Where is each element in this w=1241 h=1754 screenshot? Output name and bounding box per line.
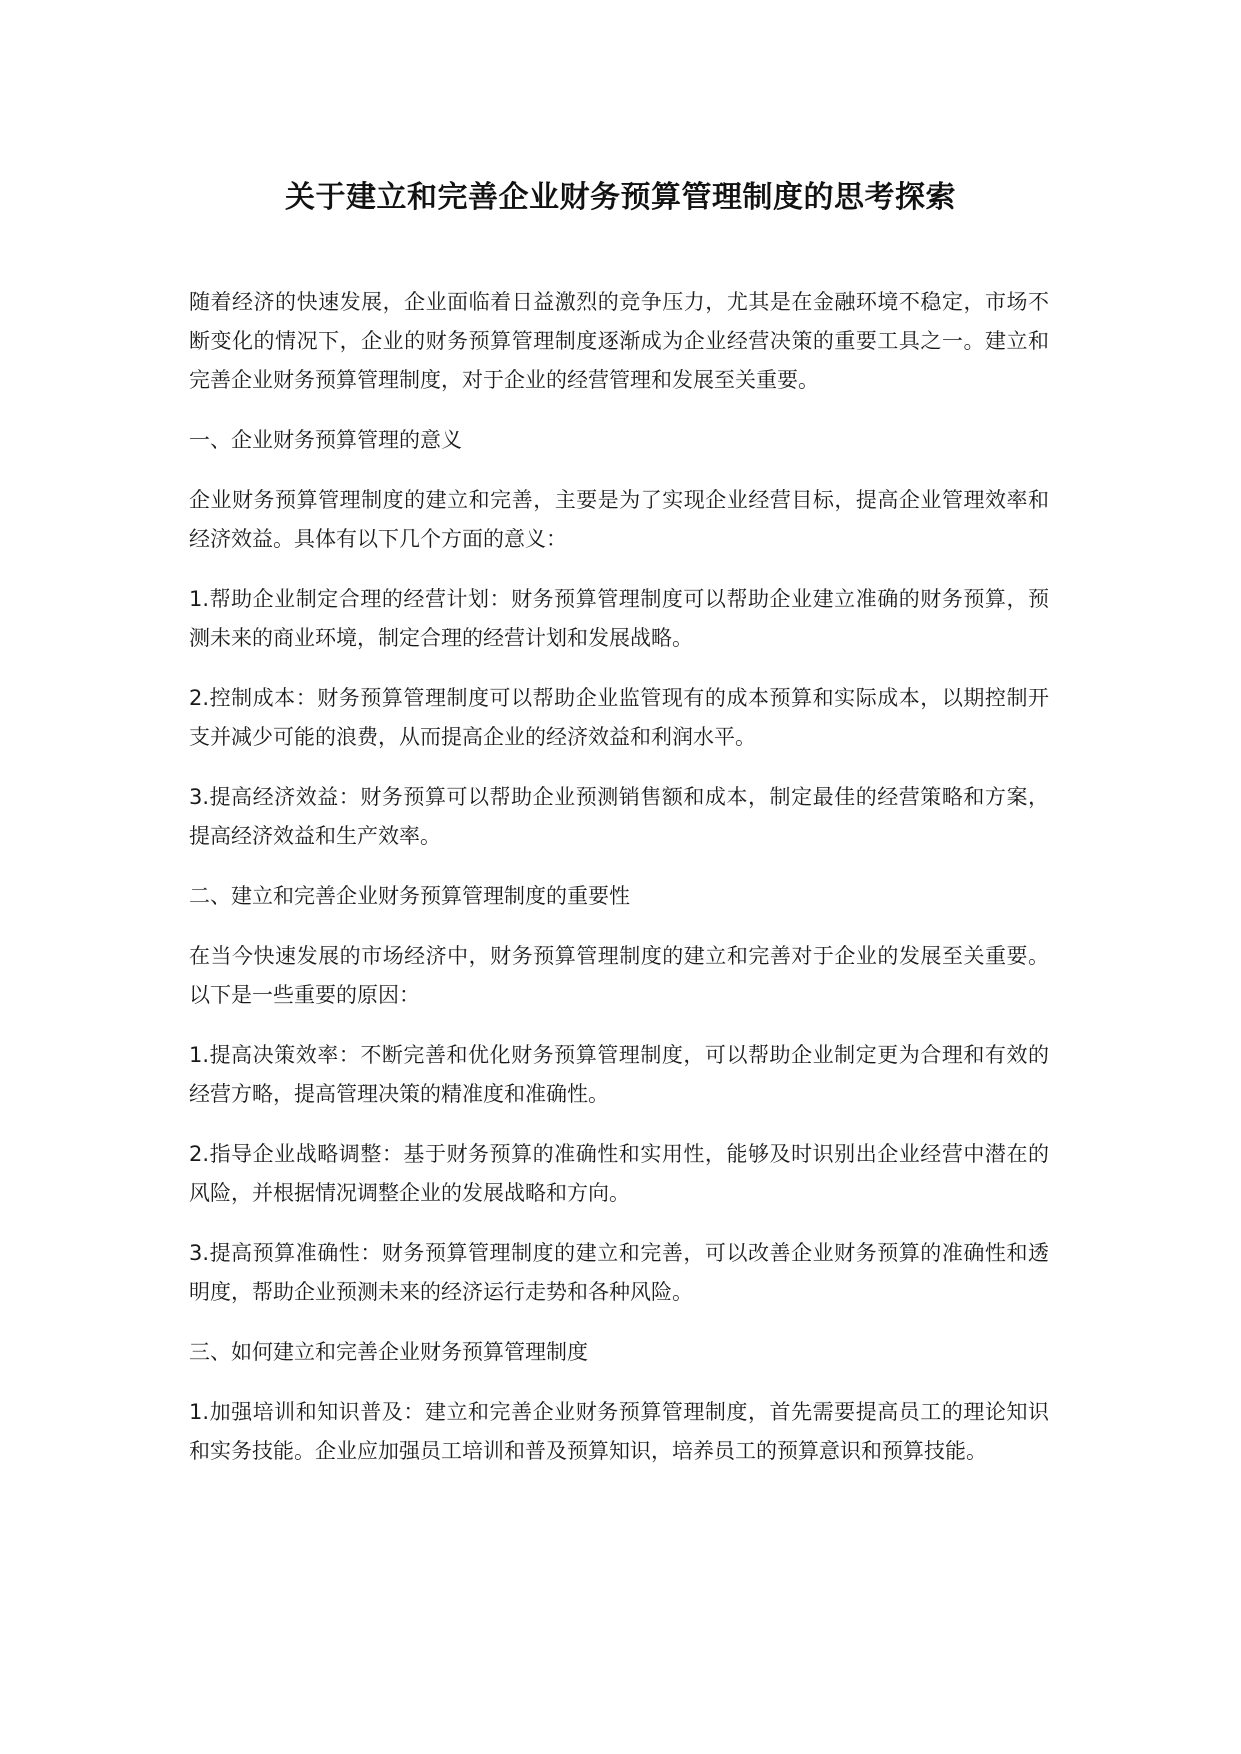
section-2-item-2: 2.指导企业战略调整：基于财务预算的准确性和实用性，能够及时识别出企业经营中潜在的风险，并根据情况调整企业的发展战略和方向。 (189, 1142, 1049, 1205)
section-1-item-2: 2.控制成本：财务预算管理制度可以帮助企业监管现有的成本预算和实际成本，以期控制开支并减少可能的浪费，从而提高企业的经济效益和利润水平。 (189, 686, 1049, 749)
section-3-item-1: 1.加强培训和知识普及：建立和完善企业财务预算管理制度，首先需要提高员工的理论知识和实务技能。企业应加强员工培训和普及预算知识，培养员工的预算意识和预算技能。 (189, 1400, 1049, 1463)
section-1-item-1: 1.帮助企业制定合理的经营计划：财务预算管理制度可以帮助企业建立准确的财务预算，预测未来的商业环境，制定合理的经营计划和发展战略。 (189, 587, 1049, 650)
section-2-item-3: 3.提高预算准确性：财务预算管理制度的建立和完善，可以改善企业财务预算的准确性和透明度，帮助企业预测未来的经济运行走势和各种风险。 (189, 1241, 1049, 1304)
section-2-item-1: 1.提高决策效率：不断完善和优化财务预算管理制度，可以帮助企业制定更为合理和有效的经营方略，提高管理决策的精准度和准确性。 (189, 1043, 1049, 1106)
document-title: 关于建立和完善企业财务预算管理制度的思考探索 (285, 180, 956, 215)
section-3-heading: 三、如何建立和完善企业财务预算管理制度 (189, 1340, 588, 1364)
section-1-lead: 企业财务预算管理制度的建立和完善，主要是为了实现企业经营目标，提高企业管理效率和经济效益。具体有以下几个方面的意义： (189, 488, 1049, 551)
section-1-item-3: 3.提高经济效益：财务预算可以帮助企业预测销售额和成本，制定最佳的经营策略和方案，提高经济效益和生产效率。 (189, 785, 1049, 848)
intro-paragraph: 随着经济的快速发展，企业面临着日益激烈的竞争压力，尤其是在金融环境不稳定，市场不断变化的情况下，企业的财务预算管理制度逐渐成为企业经营决策的重要工具之一。建立和完善企业财务预算管理制度，对于企业的经营管理和发展至关重要。 (189, 290, 1049, 392)
section-2-lead: 在当今快速发展的市场经济中，财务预算管理制度的建立和完善对于企业的发展至关重要。以下是一些重要的原因： (189, 944, 1049, 1007)
document-body (189, 283, 1049, 1492)
section-2-heading: 二、建立和完善企业财务预算管理制度的重要性 (189, 884, 630, 908)
section-1-heading: 一、企业财务预算管理的意义 (189, 428, 462, 452)
